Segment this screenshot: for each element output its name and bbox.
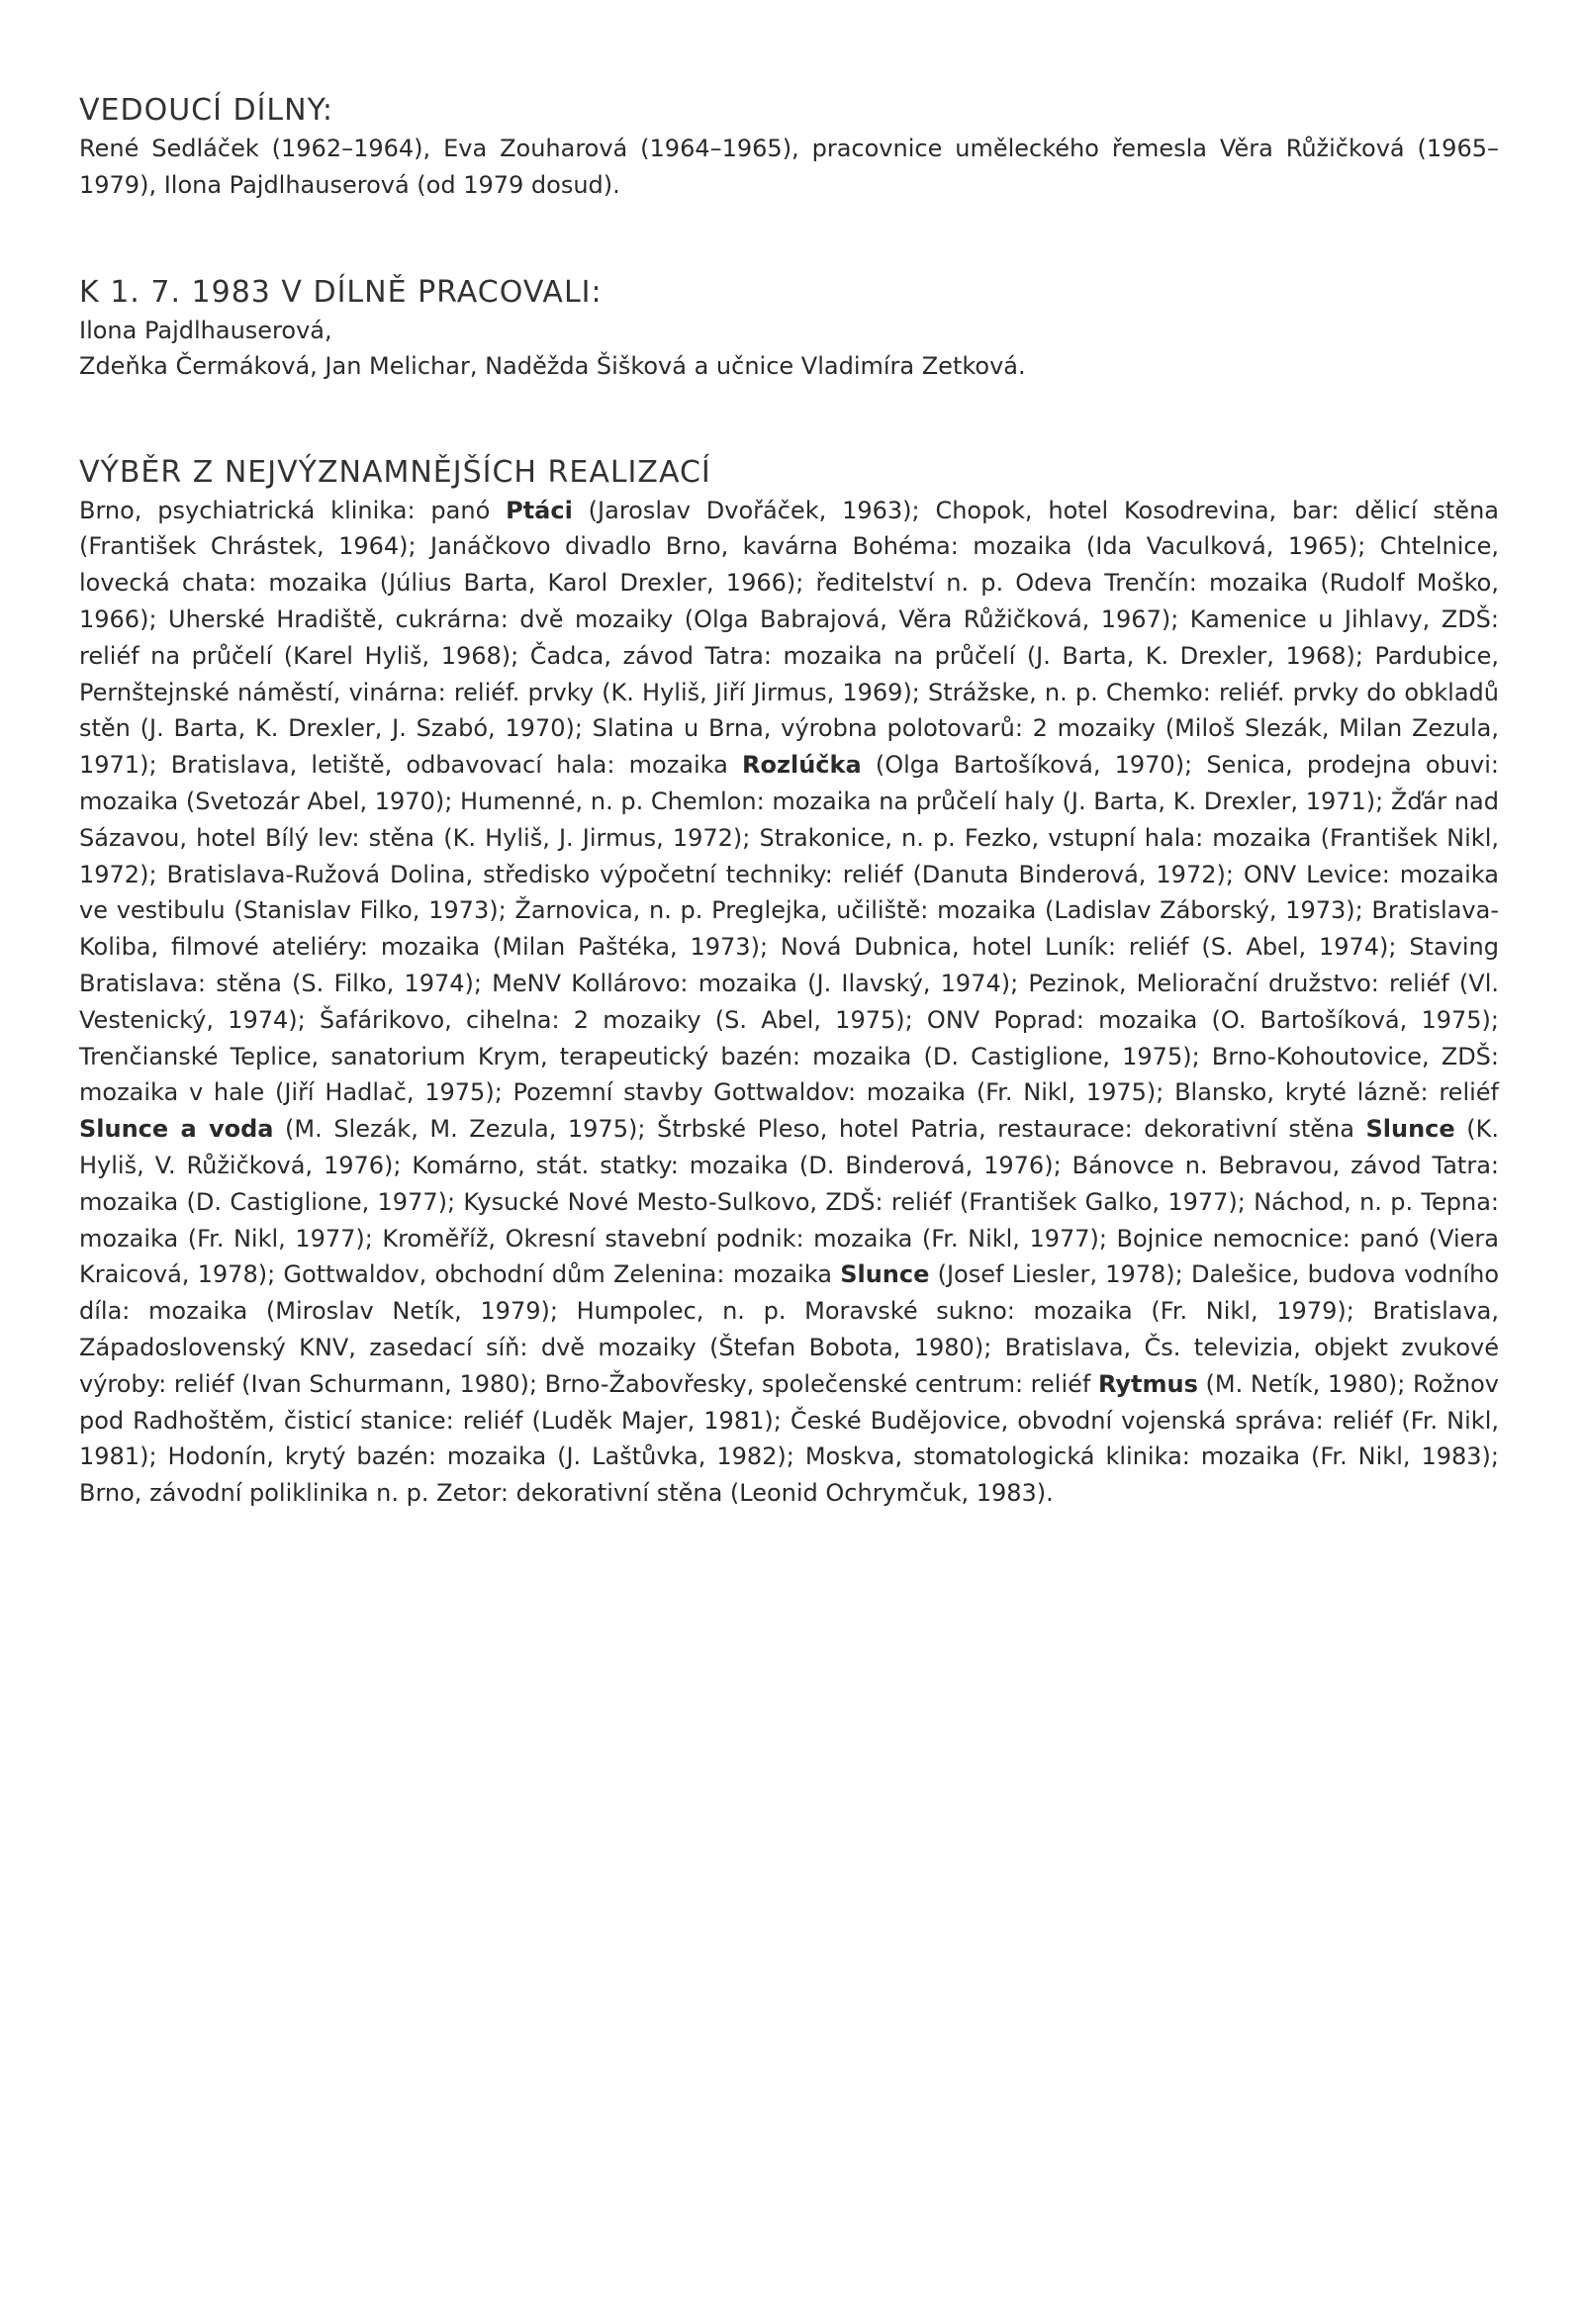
realizations-heading: VÝBĚR Z NEJVÝZNAMNĚJŠÍCH REALIZACÍ <box>79 454 711 490</box>
workshop-staff-line-1: Ilona Pajdlhauserová, <box>79 316 332 344</box>
document-page <box>79 91 1499 1581</box>
text-run: (K. Hyliš, V. Růžičková, 1976); Komárno, stát. statky: mozaika (D. Binderová, 1976); Bánovce n. Bebravou, závod Tatra: mozaika (D. Castiglione, 1977); Kysucké Nové Mesto-Sulkovo, ZDŠ: reliéf (František Galko, 1977); Náchod, n. p. Tepna: mozaika (Fr. Nikl, 1977); Kroměříž, Okresní stavební podnik: mozaika (Fr. Nikl, 1977); Bojnice nemocnice: panó (Viera Kraicová, 1978); Gottwaldov, obchodní dům Zelenina: mozaika <box>79 1115 1499 1289</box>
work-title: Rozlúčka <box>742 751 862 780</box>
text-run: (Josef Liesler, 1978); Dalešice, budova vodního díla: mozaika (Miroslav Netík, 1979); Humpolec, n. p. Moravské sukno: mozaika (Fr. Nikl, 1979); Bratislava, Západoslovenský KNV, zasedací síň: dvě mozaiky (Štefan Bobota, 1980); Bratislava, Čs. televizia, objekt zvukové výroby: reliéf (Ivan Schurmann, 1980); Brno-Žabovřesky, společenské centrum: reliéf <box>79 1260 1500 1398</box>
workshop-staff-line-2: Zdeňka Čermáková, Jan Melichar, Naděžda Šišková a učnice Vladimíra Zetková. <box>79 351 1026 380</box>
work-title: Ptáci <box>506 496 573 524</box>
workshop-leaders-section <box>79 91 1499 204</box>
realizations-text <box>79 493 1499 1512</box>
text-run: (M. Slezák, M. Zezula, 1975); Štrbské Pleso, hotel Patria, restaurace: dekorativní stěna <box>273 1115 1366 1144</box>
workshop-leaders-heading: VEDOUCÍ DÍLNY: <box>79 93 334 128</box>
work-title: Slunce <box>1365 1115 1455 1144</box>
work-title: Slunce a voda <box>79 1115 274 1144</box>
text-run: (Jaroslav Dvořáček, 1963); Chopok, hotel Kosodrevina, bar: dělicí stěna (František Chrástek, 1964); Janáčkovo divadlo Brno, kavárna Bohéma: mozaika (Ida Vaculková, 1965); Chtelnice, lovecká chata: mozaika (Július Barta, Karol Drexler, 1966); ředitelství n. p. Odeva Trenčín: mozaika (Rudolf Moško, 1966); Uherské Hradiště, cukrárna: dvě mozaiky (Olga Babrajová, Věra Růžičková, 1967); Kamenice u Jihlavy, ZDŠ: reliéf na průčelí (Karel Hyliš, 1968); Čadca, závod Tatra: mozaika na průčelí (J. Barta, K. Drexler, 1968); Pardubice, Pernštejnské náměstí, vinárna: reliéf. prvky (K. Hyliš, Jiří Jirmus, 1969); Strážske, n. p. Chemko: reliéf. prvky do obkladů stěn (J. Barta, K. Drexler, J. Szabó, 1970); Slatina u Brna, výrobna polotovarů: 2 mozaiky (Miloš Slezák, Milan Zezula, 1971); Bratislava, letiště, odbavovací hala: mozaika <box>79 496 1499 780</box>
workshop-leaders-text: René Sedláček (1962–1964), Eva Zouharová (1964–1965), pracovnice uměleckého řemesla Věra Růžičková (1965–1979), Ilona Pajdlhauserová (od 1979 dosud). <box>79 135 1499 199</box>
workshop-staff-heading: K 1. 7. 1983 V DÍLNĚ PRACOVALI: <box>79 274 603 310</box>
work-title: Rytmus <box>1097 1369 1198 1398</box>
workshop-staff-section <box>79 273 1499 384</box>
text-run: (Olga Bartošíková, 1970); Senica, prodejna obuvi: mozaika (Svetozár Abel, 1970); Humenné, n. p. Chemlon: mozaika na průčelí haly (J. Barta, K. Drexler, 1971); Žďár nad Sázavou, hotel Bílý lev: stěna (K. Hyliš, J. Jirmus, 1972); Strakonice, n. p. Fezko, vstupní hala: mozaika (František Nikl, 1972); Bratislava-Ružová Dolina, středisko výpočetní techniky: reliéf (Danuta Binderová, 1972); ONV Levice: mozaika ve vestibulu (Stanislav Filko, 1973); Žarnovica, n. p. Preglejka, učiliště: mozaika (Ladislav Záborský, 1973); Bratislava-Koliba, filmové ateliéry: mozaika (Milan Paštéka, 1973); Nová Dubnica, hotel Luník: reliéf (S. Abel, 1974); Staving Bratislava: stěna (S. Filko, 1974); MeNV Kollárovo: mozaika (J. Ilavský, 1974); Pezinok, Meliorační družstvo: reliéf (Vl. Vestenický, 1974); Šafárikovo, cihelna: 2 mozaiky (S. Abel, 1975); ONV Poprad: mozaika (O. Bartošíková, 1975); Trenčianské Teplice, sanatorium Krym, terapeutický bazén: mozaika (D. Castiglione, 1975); Brno-Kohoutovice, ZDŠ: mozaika v hale (Jiří Hadlač, 1975); Pozemní stavby Gottwaldov: mozaika (Fr. Nikl, 1975); Blansko, kryté lázně: reliéf <box>79 751 1499 1107</box>
text-run: Brno, psychiatrická klinika: panó <box>79 496 507 524</box>
text-run: (M. Netík, 1980); Rožnov pod Radhoštěm, čisticí stanice: reliéf (Luděk Majer, 1981); České Budějovice, obvodní vojenská správa: reliéf (Fr. Nikl, 1981); Hodonín, krytý bazén: mozaika (J. Laštůvka, 1982); Moskva, stomatologická klinika: mozaika (Fr. Nikl, 1983); Brno, závodní poliklinika n. p. Zetor: dekorativní stěna (Leonid Ochrymčuk, 1983). <box>79 1369 1499 1508</box>
work-title: Slunce <box>840 1260 930 1289</box>
realizations-section <box>79 453 1499 1512</box>
